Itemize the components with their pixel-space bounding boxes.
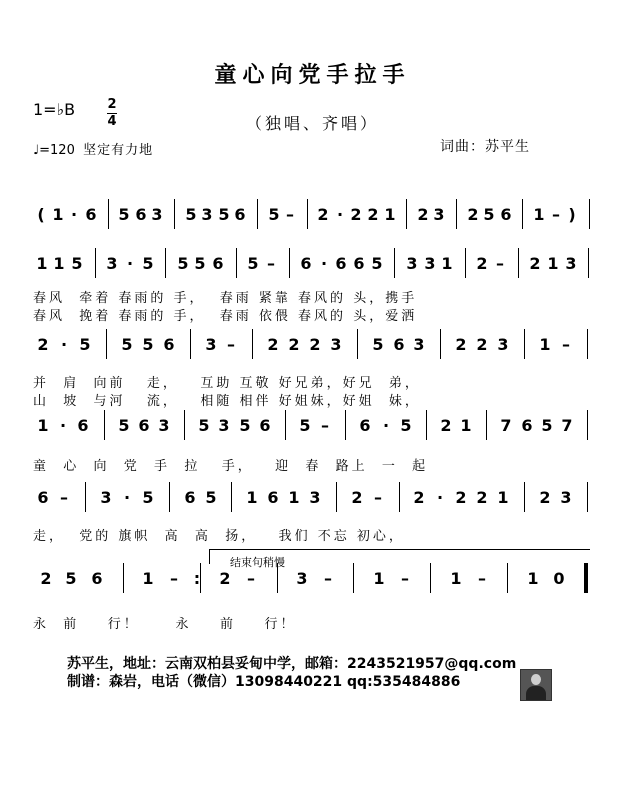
note-s1-19: 5: [371, 254, 383, 273]
note-s2-16: 5: [372, 335, 384, 354]
note-s1-17: 6: [335, 254, 347, 273]
note-s5-17: –: [478, 569, 486, 588]
barline: [85, 482, 86, 512]
barline: [394, 248, 395, 278]
note-s0-12: 6: [234, 205, 246, 224]
note-s2-22: 3: [497, 335, 509, 354]
note-s0-9: 5: [185, 205, 197, 224]
barline: [236, 248, 237, 278]
note-s1-1: 1: [53, 254, 65, 273]
note-s0-6: 6: [135, 205, 147, 224]
tempo-marking: [33, 139, 153, 158]
note-s3-5: 6: [138, 416, 150, 435]
note-s1-8: 5: [177, 254, 189, 273]
note-s2-18: 3: [413, 335, 425, 354]
note-s5-7: 2: [219, 569, 231, 588]
barline: [95, 248, 96, 278]
barline: [465, 248, 466, 278]
lyric-line-s2-0: 并 肩 向前 走， 互助 互敬 好兄弟，好兄 弟，: [33, 376, 421, 391]
note-s2-24: 1: [539, 335, 551, 354]
barline: [589, 199, 590, 229]
barline: [518, 248, 519, 278]
note-s0-17: 2: [317, 205, 329, 224]
barline: [524, 329, 525, 359]
note-s1-5: ·: [126, 254, 134, 273]
note-s4-8: 5: [205, 488, 217, 507]
barline: [426, 410, 427, 440]
note-s2-8: 3: [205, 335, 217, 354]
note-s3-16: 6: [359, 416, 371, 435]
barline: [507, 563, 508, 593]
note-s5-16: 1: [450, 569, 462, 588]
note-s3-26: 7: [561, 416, 573, 435]
barline: [289, 248, 290, 278]
note-s3-20: 2: [440, 416, 452, 435]
note-s3-8: 5: [198, 416, 210, 435]
time-signature-top: 2: [107, 97, 117, 112]
note-s3-1: ·: [59, 416, 67, 435]
note-s5-20: 0: [553, 569, 565, 588]
note-s0-14: 5: [268, 205, 280, 224]
note-s3-23: 7: [500, 416, 512, 435]
note-s1-22: 3: [424, 254, 436, 273]
note-s2-11: 2: [267, 335, 279, 354]
note-s1-0: 1: [36, 254, 48, 273]
barline: [522, 199, 523, 229]
note-s2-5: 5: [142, 335, 154, 354]
note-s4-19: ·: [436, 488, 444, 507]
barline: [257, 199, 258, 229]
note-s3-6: 3: [158, 416, 170, 435]
note-s4-3: 3: [100, 488, 112, 507]
note-s0-10: 3: [201, 205, 213, 224]
barline: [184, 410, 185, 440]
note-s0-30: 1: [533, 205, 545, 224]
note-s0-27: 5: [483, 205, 495, 224]
note-s4-7: 6: [184, 488, 196, 507]
note-s1-21: 3: [406, 254, 418, 273]
note-s2-0: 2: [37, 335, 49, 354]
note-s2-12: 2: [288, 335, 300, 354]
note-s1-26: –: [496, 254, 504, 273]
note-s2-4: 5: [121, 335, 133, 354]
barline: [587, 410, 588, 440]
note-s3-9: 3: [218, 416, 230, 435]
note-s1-18: 6: [353, 254, 365, 273]
note-s4-10: 1: [246, 488, 258, 507]
note-s0-19: 2: [350, 205, 362, 224]
note-s0-0: (: [37, 205, 45, 224]
lyric-line-s1-1: 春风 挽着 春雨的 手， 春雨 依偎 春风的 头，爱洒: [33, 309, 418, 324]
note-s1-12: 5: [247, 254, 259, 273]
note-s0-31: –: [552, 205, 560, 224]
note-s1-30: 3: [565, 254, 577, 273]
barline: [357, 329, 358, 359]
barline: [486, 410, 487, 440]
note-s0-7: 3: [151, 205, 163, 224]
note-s4-22: 1: [497, 488, 509, 507]
note-s2-9: –: [227, 335, 235, 354]
note-s3-18: 5: [400, 416, 412, 435]
note-s5-19: 1: [527, 569, 539, 588]
ending-note: 结束句稍慢: [230, 556, 285, 569]
note-s1-6: 5: [142, 254, 154, 273]
time-signature-bottom: 4: [107, 114, 117, 129]
tempo-value: ♩=120: [33, 143, 75, 158]
barline: [123, 563, 124, 593]
note-s2-2: 5: [79, 335, 91, 354]
note-s3-25: 5: [541, 416, 553, 435]
note-s1-16: ·: [320, 254, 328, 273]
note-s5-4: 1: [142, 569, 154, 588]
note-s1-4: 3: [106, 254, 118, 273]
barline: [104, 410, 105, 440]
note-s5-10: 3: [296, 569, 308, 588]
note-s3-11: 6: [259, 416, 271, 435]
note-s4-13: 3: [309, 488, 321, 507]
note-s5-1: 5: [65, 569, 77, 588]
barline: [231, 482, 232, 512]
note-s3-2: 6: [77, 416, 89, 435]
note-s1-23: 1: [441, 254, 453, 273]
note-s5-13: 1: [373, 569, 385, 588]
barline: [285, 410, 286, 440]
barline: [174, 199, 175, 229]
lyric-line-s3-0: 童 心 向 党 手 拉 手， 迎 春 路上 一 起: [33, 459, 429, 474]
barline: [169, 482, 170, 512]
note-s0-21: 1: [384, 205, 396, 224]
barline: [106, 329, 107, 359]
note-s0-2: ·: [70, 205, 78, 224]
note-s2-25: –: [562, 335, 570, 354]
barline: [524, 482, 525, 512]
note-s3-4: 5: [118, 416, 130, 435]
note-s3-21: 1: [460, 416, 472, 435]
barline: [108, 199, 109, 229]
note-s2-6: 6: [163, 335, 175, 354]
note-s2-21: 2: [476, 335, 488, 354]
note-s5-11: –: [324, 569, 332, 588]
note-s4-18: 2: [413, 488, 425, 507]
note-s4-0: 6: [37, 488, 49, 507]
note-s5-0: 2: [40, 569, 52, 588]
note-s1-29: 1: [547, 254, 559, 273]
note-s2-14: 3: [330, 335, 342, 354]
note-s3-13: 5: [299, 416, 311, 435]
note-s0-32: ): [568, 205, 576, 224]
note-s5-5: –: [170, 569, 178, 588]
note-s2-17: 6: [393, 335, 405, 354]
note-s0-15: –: [286, 205, 294, 224]
note-s5-8: –: [247, 569, 255, 588]
note-s4-20: 2: [455, 488, 467, 507]
note-s2-13: 2: [309, 335, 321, 354]
barline: [588, 248, 589, 278]
note-s3-24: 6: [521, 416, 533, 435]
barline: [456, 199, 457, 229]
lyric-line-s4-0: 走， 党的 旗帜 高 高 扬， 我们 不忘 初心，: [33, 529, 405, 544]
note-s1-25: 2: [476, 254, 488, 273]
subtitle: （独唱、齐唱）: [245, 114, 379, 133]
note-s4-12: 1: [288, 488, 300, 507]
note-s3-0: 1: [37, 416, 49, 435]
note-s1-15: 6: [300, 254, 312, 273]
note-s4-16: –: [374, 488, 382, 507]
note-s0-24: 3: [433, 205, 445, 224]
barline: [406, 199, 407, 229]
barline: [399, 482, 400, 512]
note-s1-2: 5: [71, 254, 83, 273]
note-s0-5: 5: [118, 205, 130, 224]
note-s5-2: 6: [91, 569, 103, 588]
barline: [353, 563, 354, 593]
note-s3-10: 5: [239, 416, 251, 435]
note-s2-1: ·: [60, 335, 68, 354]
footer-engraver-line: 制谱：森岩，电话（微信）13098440221 qq:535484886: [67, 674, 461, 690]
note-s0-28: 6: [500, 205, 512, 224]
barline: [190, 329, 191, 359]
barline: [307, 199, 308, 229]
note-s4-11: 6: [267, 488, 279, 507]
barline: [587, 329, 588, 359]
note-s4-21: 2: [476, 488, 488, 507]
note-s0-11: 5: [218, 205, 230, 224]
barline: [345, 410, 346, 440]
note-s2-20: 2: [455, 335, 467, 354]
key-signature: 1=♭B: [33, 100, 76, 119]
note-s5-14: –: [401, 569, 409, 588]
note-s4-24: 2: [539, 488, 551, 507]
note-s0-18: ·: [336, 205, 344, 224]
note-s4-5: 5: [142, 488, 154, 507]
barline: [252, 329, 253, 359]
note-s0-1: 1: [52, 205, 64, 224]
barline: [336, 482, 337, 512]
note-s0-23: 2: [417, 205, 429, 224]
note-s3-14: –: [321, 416, 329, 435]
footer-author-line: 苏平生，地址：云南双柏县妥甸中学，邮箱：2243521957@qq.com: [67, 656, 517, 672]
note-s3-17: ·: [382, 416, 390, 435]
portrait-photo-icon: [520, 669, 552, 701]
note-s1-28: 2: [529, 254, 541, 273]
barline: [584, 563, 588, 593]
note-s4-1: –: [60, 488, 68, 507]
repeat-sign: :: [193, 569, 201, 588]
lyric-line-s5-0: 永 前 行！ 永 前 行！: [33, 617, 297, 632]
expression-marking: 坚定有力地: [83, 143, 154, 158]
note-s4-15: 2: [351, 488, 363, 507]
note-s1-10: 6: [212, 254, 224, 273]
note-s4-25: 3: [560, 488, 572, 507]
lyric-line-s2-1: 山 坡 与河 流， 相随 相伴 好姐妹，好姐 妹，: [33, 394, 421, 409]
barline: [165, 248, 166, 278]
barline: [587, 482, 588, 512]
note-s4-4: ·: [123, 488, 131, 507]
barline: [430, 563, 431, 593]
song-title: 童心向党手拉手: [214, 62, 411, 88]
lyric-line-s1-0: 春风 牵着 春雨的 手， 春雨 紧靠 春风的 头，携手: [33, 291, 418, 306]
credit: 词曲：苏平生: [440, 139, 530, 155]
note-s1-13: –: [267, 254, 275, 273]
note-s0-20: 2: [367, 205, 379, 224]
note-s0-3: 6: [85, 205, 97, 224]
note-s1-9: 5: [194, 254, 206, 273]
barline: [440, 329, 441, 359]
note-s0-26: 2: [467, 205, 479, 224]
